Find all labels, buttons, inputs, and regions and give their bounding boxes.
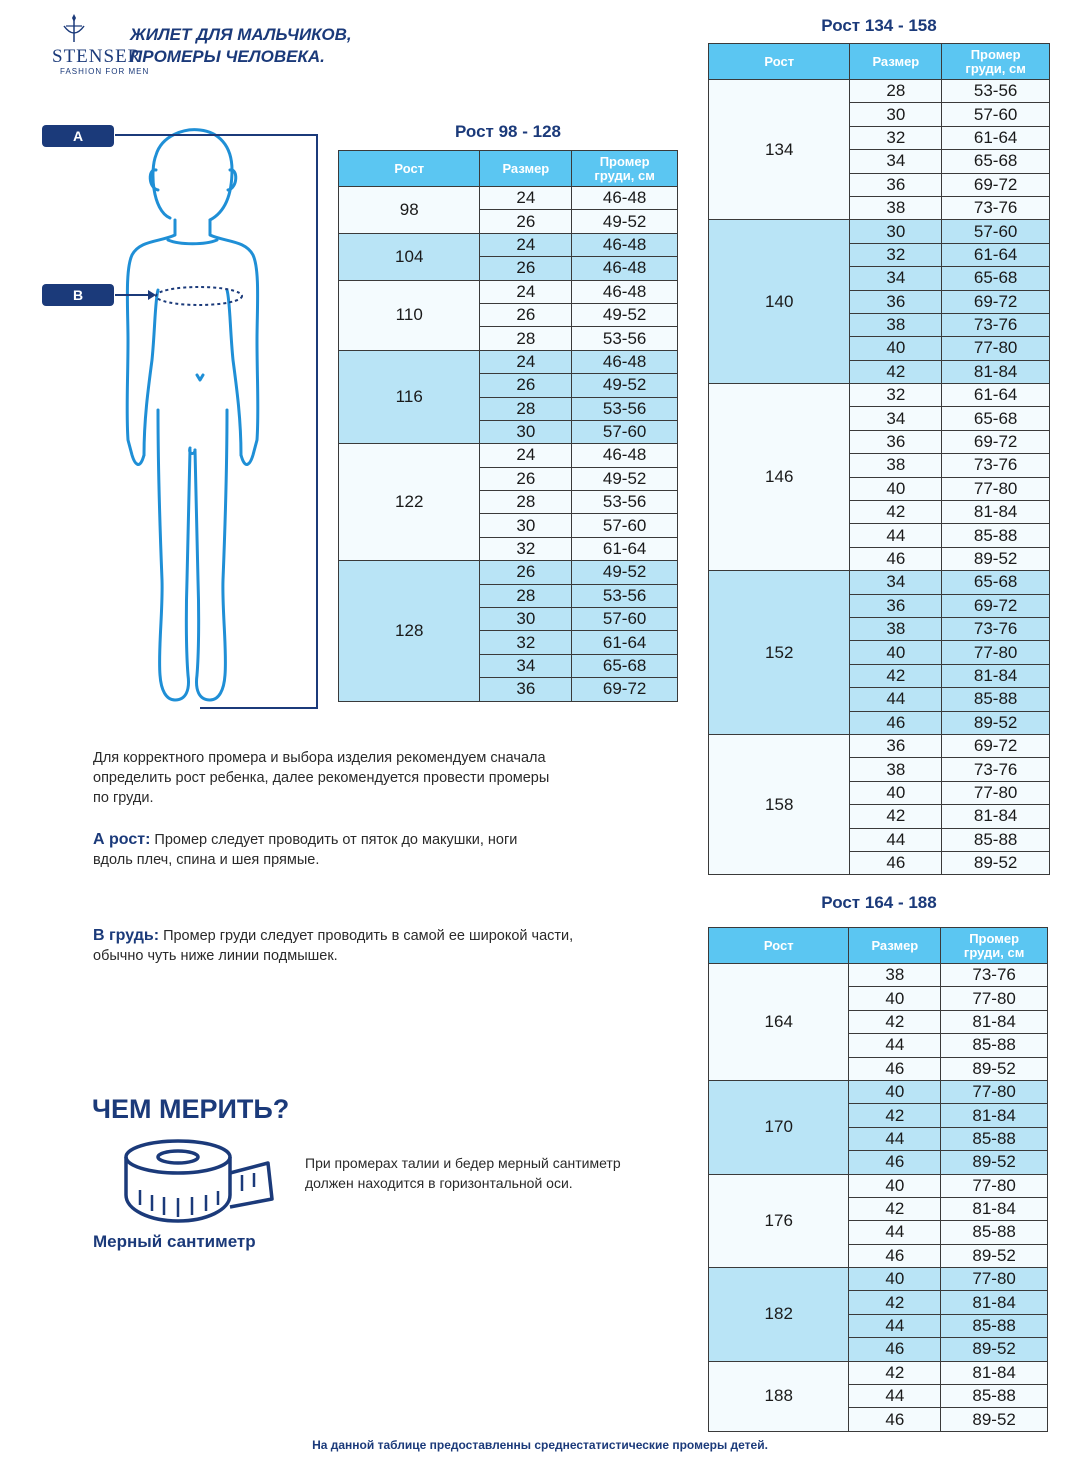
table-row [709,1361,1048,1384]
size-cell: 46 [849,1408,941,1431]
chest-cell: 53-56 [572,327,678,350]
chest-cell: 73-76 [941,964,1048,987]
chest-cell: 85-88 [941,1314,1048,1337]
size-cell: 28 [480,327,572,350]
chest-cell: 81-84 [942,501,1050,524]
chest-cell: 77-80 [942,337,1050,360]
table-row [709,384,1050,407]
chest-cell: 81-84 [941,1361,1048,1384]
chest-cell: 89-52 [941,1408,1048,1431]
size-cell: 30 [850,103,942,126]
size-cell: 30 [480,608,572,631]
brand-logo-icon [62,12,86,44]
size-cell: 26 [480,210,572,233]
chest-cell: 46-48 [572,444,678,467]
size-cell: 40 [850,337,942,360]
size-cell: 32 [850,126,942,149]
header-rost: Рост [339,151,480,187]
chest-cell: 77-80 [942,641,1050,664]
size-cell: 24 [480,444,572,467]
chest-cell: 73-76 [942,196,1050,219]
chest-cell: 46-48 [572,280,678,303]
size-cell: 42 [849,1361,941,1384]
size-cell: 44 [849,1314,941,1337]
size-cell: 46 [850,851,942,874]
size-cell: 38 [850,617,942,640]
rost-cell: 128 [339,561,480,701]
size-cell: 46 [850,711,942,734]
chest-cell: 65-68 [942,407,1050,430]
size-cell: 28 [850,80,942,103]
size-cell: 28 [480,397,572,420]
size-cell: 36 [850,594,942,617]
chest-cell: 53-56 [942,80,1050,103]
rost-cell: 146 [709,384,850,571]
table-row [339,280,678,303]
table-row [709,80,1050,103]
header-rost: Рост [709,44,850,80]
chest-cell: 61-64 [572,631,678,654]
marker-b-label: B [42,284,114,306]
size-cell: 24 [480,280,572,303]
table-row [709,964,1048,987]
rost-cell: 188 [709,1361,849,1431]
chest-cell: 81-84 [942,805,1050,828]
size-cell: 40 [849,1268,941,1291]
brand-name: STENSER [52,46,142,67]
table-row [339,444,678,467]
size-cell: 42 [849,1197,941,1220]
rost-cell: 98 [339,187,480,234]
size-cell: 42 [850,664,942,687]
chest-cell: 85-88 [941,1385,1048,1408]
chest-cell: 61-64 [572,537,678,560]
chest-cell: 46-48 [572,233,678,256]
size-cell: 34 [850,150,942,173]
chest-cell: 85-88 [942,688,1050,711]
table-row [709,1268,1048,1291]
note-chest-label: В грудь: [93,927,160,944]
chest-cell: 89-52 [942,711,1050,734]
header-promer: Промер груди, см [941,928,1048,964]
chest-cell: 53-56 [572,397,678,420]
chest-cell: 49-52 [572,210,678,233]
rost-cell: 104 [339,233,480,280]
header-promer: Промер груди, см [942,44,1050,80]
chest-cell: 81-84 [941,1291,1048,1314]
chest-cell: 65-68 [942,150,1050,173]
note-height-label: А рост: [93,831,151,848]
size-cell: 28 [480,584,572,607]
chest-cell: 77-80 [941,1174,1048,1197]
table-row [709,1174,1048,1197]
size-cell: 44 [849,1385,941,1408]
measure-title: ЧЕМ МЕРИТЬ? [92,1094,290,1124]
size-cell: 36 [850,430,942,453]
chest-cell: 89-52 [942,547,1050,570]
header-razmer: Размер [480,151,572,187]
chest-cell: 85-88 [941,1127,1048,1150]
chest-cell: 49-52 [572,561,678,584]
measure-text: При промерах талии и бедер мерный сантиметр должен находится в горизонтальной оси. [305,1155,621,1191]
size-cell: 26 [480,374,572,397]
size-cell: 34 [480,654,572,677]
size-table-98-128 [338,150,678,702]
size-cell: 42 [849,1291,941,1314]
size-cell: 38 [850,758,942,781]
size-cell: 42 [849,1010,941,1033]
chest-cell: 77-80 [941,987,1048,1010]
size-cell: 36 [850,173,942,196]
chest-cell: 69-72 [942,734,1050,757]
size-cell: 40 [850,477,942,500]
size-cell: 38 [850,454,942,477]
size-cell: 38 [850,196,942,219]
rost-cell: 164 [709,964,849,1081]
chest-cell: 65-68 [572,654,678,677]
table-row [339,561,678,584]
tape-measure-icon [120,1135,285,1225]
size-cell: 46 [850,547,942,570]
chest-cell: 85-88 [941,1221,1048,1244]
chest-cell: 89-52 [941,1338,1048,1361]
footer-note: На данной таблице предоставленны среднестатистические промеры детей. [312,1438,768,1452]
marker-a-label: A [42,125,114,147]
chest-cell: 85-88 [942,828,1050,851]
size-cell: 40 [850,641,942,664]
brand-tagline: FASHION FOR MEN [60,67,150,76]
size-cell: 34 [850,571,942,594]
chest-cell: 77-80 [941,1268,1048,1291]
chest-cell: 69-72 [942,173,1050,196]
size-cell: 32 [480,537,572,560]
rost-cell: 158 [709,734,850,874]
rost-cell: 134 [709,80,850,220]
size-cell: 40 [849,1174,941,1197]
size-cell: 42 [850,360,942,383]
table-row [709,734,1050,757]
rost-cell: 116 [339,350,480,444]
chest-cell: 53-56 [572,584,678,607]
size-cell: 44 [850,524,942,547]
size-cell: 44 [849,1221,941,1244]
chest-cell: 69-72 [572,678,678,701]
size-cell: 40 [850,781,942,804]
size-cell: 42 [850,501,942,524]
size-cell: 40 [849,987,941,1010]
note-height: А рост: Промер следует проводить от пяток до макушки, ноги вдоль плеч, спина и шея прямые. [93,831,518,868]
chest-cell: 81-84 [942,360,1050,383]
chest-cell: 57-60 [942,103,1050,126]
table-row [709,571,1050,594]
size-cell: 26 [480,561,572,584]
size-table-134-158 [708,43,1050,875]
size-cell: 30 [480,514,572,537]
chest-cell: 89-52 [941,1057,1048,1080]
size-cell: 36 [480,678,572,701]
size-cell: 38 [849,964,941,987]
size-cell: 42 [849,1104,941,1127]
header-razmer: Размер [850,44,942,80]
chest-cell: 61-64 [942,243,1050,266]
rost-cell: 110 [339,280,480,350]
chest-cell: 46-48 [572,187,678,210]
table-row [339,233,678,256]
chest-cell: 89-52 [941,1151,1048,1174]
table-row [339,187,678,210]
header-rost: Рост [709,928,849,964]
rost-cell: 170 [709,1080,849,1174]
chest-cell: 81-84 [941,1197,1048,1220]
size-cell: 34 [850,267,942,290]
intro-text: Для корректного промера и выбора изделия рекомендуем сначала определить рост ребенка, далее рекомендуется провести промеры по груди. [93,750,550,806]
chest-cell: 73-76 [942,454,1050,477]
chest-cell: 61-64 [942,384,1050,407]
size-cell: 32 [850,243,942,266]
size-cell: 30 [480,420,572,443]
size-cell: 44 [850,828,942,851]
chest-cell: 81-84 [941,1104,1048,1127]
size-cell: 46 [849,1057,941,1080]
size-cell: 28 [480,491,572,514]
header-promer: Промер груди, см [572,151,678,187]
size-cell: 32 [850,384,942,407]
tape-measure-label: Мерный сантиметр [93,1232,256,1251]
size-cell: 24 [480,187,572,210]
table-row [709,220,1050,243]
size-cell: 38 [850,313,942,336]
chest-cell: 46-48 [572,350,678,373]
size-cell: 26 [480,467,572,490]
chest-cell: 89-52 [942,851,1050,874]
size-cell: 26 [480,257,572,280]
size-cell: 36 [850,290,942,313]
chest-cell: 57-60 [572,514,678,537]
header-razmer: Размер [849,928,941,964]
size-cell: 46 [849,1244,941,1267]
size-cell: 44 [849,1034,941,1057]
size-cell: 44 [849,1127,941,1150]
chest-cell: 73-76 [942,758,1050,781]
chest-cell: 69-72 [942,430,1050,453]
chest-cell: 77-80 [941,1080,1048,1103]
chest-cell: 49-52 [572,374,678,397]
chest-cell: 57-60 [572,608,678,631]
size-cell: 42 [850,805,942,828]
size-cell: 46 [849,1338,941,1361]
chest-cell: 81-84 [941,1010,1048,1033]
chest-cell: 57-60 [942,220,1050,243]
chest-cell: 65-68 [942,267,1050,290]
chest-cell: 85-88 [941,1034,1048,1057]
chest-cell: 69-72 [942,594,1050,617]
size-cell: 26 [480,303,572,326]
table-row [709,1080,1048,1103]
size-cell: 24 [480,233,572,256]
size-cell: 40 [849,1080,941,1103]
chest-cell: 89-52 [941,1244,1048,1267]
chest-cell: 81-84 [942,664,1050,687]
table-1-title: Рост 98 - 128 [455,122,561,141]
rost-cell: 176 [709,1174,849,1268]
chest-cell: 73-76 [942,313,1050,336]
chest-cell: 49-52 [572,467,678,490]
chest-cell: 46-48 [572,257,678,280]
table-3-title: Рост 164 - 188 [821,893,937,912]
table-row [339,350,678,373]
rost-cell: 152 [709,571,850,735]
page-title: ЖИЛЕТ ДЛЯ МАЛЬЧИКОВ, ПРОМЕРЫ ЧЕЛОВЕКА. [130,25,352,66]
size-cell: 24 [480,350,572,373]
chest-cell: 77-80 [942,477,1050,500]
rost-cell: 182 [709,1268,849,1362]
table-2-title: Рост 134 - 158 [821,16,937,35]
chest-cell: 77-80 [942,781,1050,804]
chest-cell: 85-88 [942,524,1050,547]
rost-cell: 140 [709,220,850,384]
body-figure-illustration [40,110,340,720]
size-cell: 46 [849,1151,941,1174]
chest-cell: 53-56 [572,491,678,514]
size-table-164-188 [708,927,1048,1432]
note-chest: В грудь: Промер груди следует проводить в самой ее широкой части, обычно чуть ниже линии подмышек. [93,927,574,964]
size-cell: 44 [850,688,942,711]
chest-cell: 69-72 [942,290,1050,313]
chest-cell: 73-76 [942,617,1050,640]
chest-cell: 61-64 [942,126,1050,149]
size-cell: 36 [850,734,942,757]
chest-cell: 49-52 [572,303,678,326]
size-cell: 34 [850,407,942,430]
chest-cell: 57-60 [572,420,678,443]
rost-cell: 122 [339,444,480,561]
size-cell: 30 [850,220,942,243]
chest-cell: 65-68 [942,571,1050,594]
size-cell: 32 [480,631,572,654]
